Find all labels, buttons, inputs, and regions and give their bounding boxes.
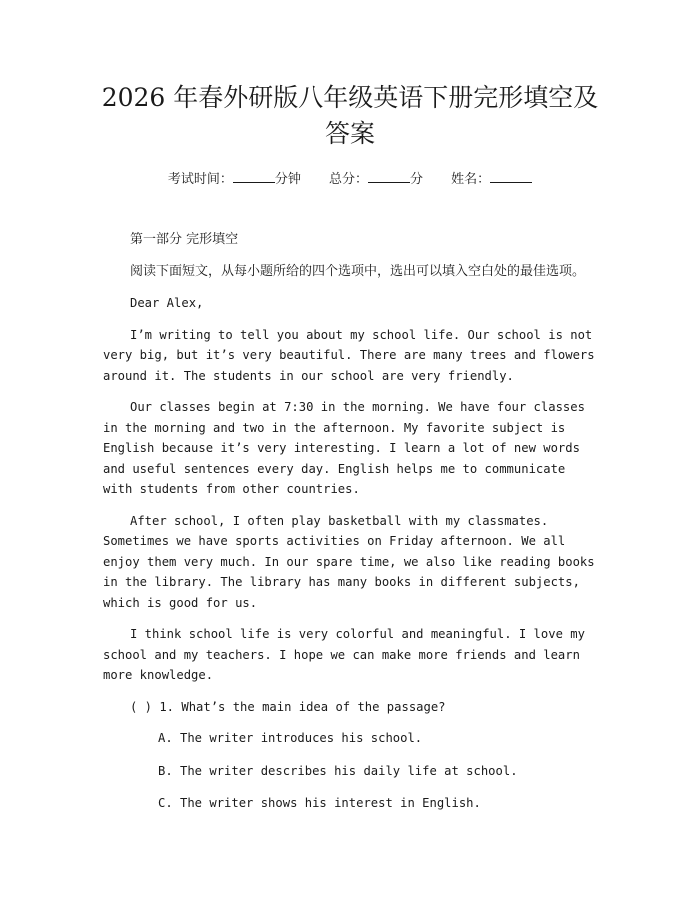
time-blank[interactable] bbox=[233, 170, 275, 183]
document-body bbox=[103, 230, 598, 826]
passage-paragraph-1: I’m writing to tell you about my school life. Our school is not very big, but it’s very beautiful. There are many trees and flowers around it. The students in our school are very friendly. bbox=[103, 327, 595, 383]
name-blank[interactable] bbox=[490, 170, 532, 183]
question-1-option-b[interactable]: B. The writer describes his daily life at school. bbox=[158, 763, 518, 778]
score-unit: 分 bbox=[410, 172, 424, 187]
passage-paragraph-2: Our classes begin at 7:30 in the morning. We have four classes in the morning and two in the afternoon. My favorite subject is English because it’s very interesting. I learn a lot of new words and useful sentences every day. English helps me to communicate with students from other countries. bbox=[103, 400, 585, 496]
document-title: 2026 年春外研版八年级英语下册完形填空及答案 bbox=[101, 83, 599, 148]
section-heading: 第一部分 完形填空 bbox=[130, 232, 239, 247]
question-1-option-c[interactable]: C. The writer shows his interest in English. bbox=[158, 796, 481, 810]
question-1: ( ) 1. What’s the main idea of the passage? bbox=[130, 699, 446, 714]
exam-score bbox=[329, 172, 423, 187]
exam-name bbox=[451, 172, 532, 187]
passage-paragraph-3: After school, I often play basketball with my classmates. Sometimes we have sports activities on Friday afternoon. We all enjoy them very much. In our spare time, we also like reading books in the library. The library has many books in different subjects, which is good for us. bbox=[103, 513, 595, 610]
score-label: 总分： bbox=[328, 172, 368, 187]
exam-time bbox=[168, 172, 301, 187]
time-unit: 分钟 bbox=[274, 172, 301, 187]
score-blank[interactable] bbox=[368, 170, 410, 183]
instruction-text: 阅读下面短文，从每小题所给的四个选项中，选出可以填入空白处的最佳选项。 bbox=[130, 263, 586, 279]
passage-paragraph-4: I think school life is very colorful and meaningful. I love my school and my teachers. I hope we can make more friends and learn more knowledge. bbox=[103, 627, 585, 682]
exam-meta bbox=[0, 168, 700, 187]
time-label: 考试时间： bbox=[167, 172, 233, 187]
name-label: 姓名： bbox=[451, 172, 491, 187]
letter-greeting: Dear Alex, bbox=[130, 296, 204, 310]
question-1-option-a[interactable]: A. The writer introduces his school. bbox=[158, 731, 423, 745]
